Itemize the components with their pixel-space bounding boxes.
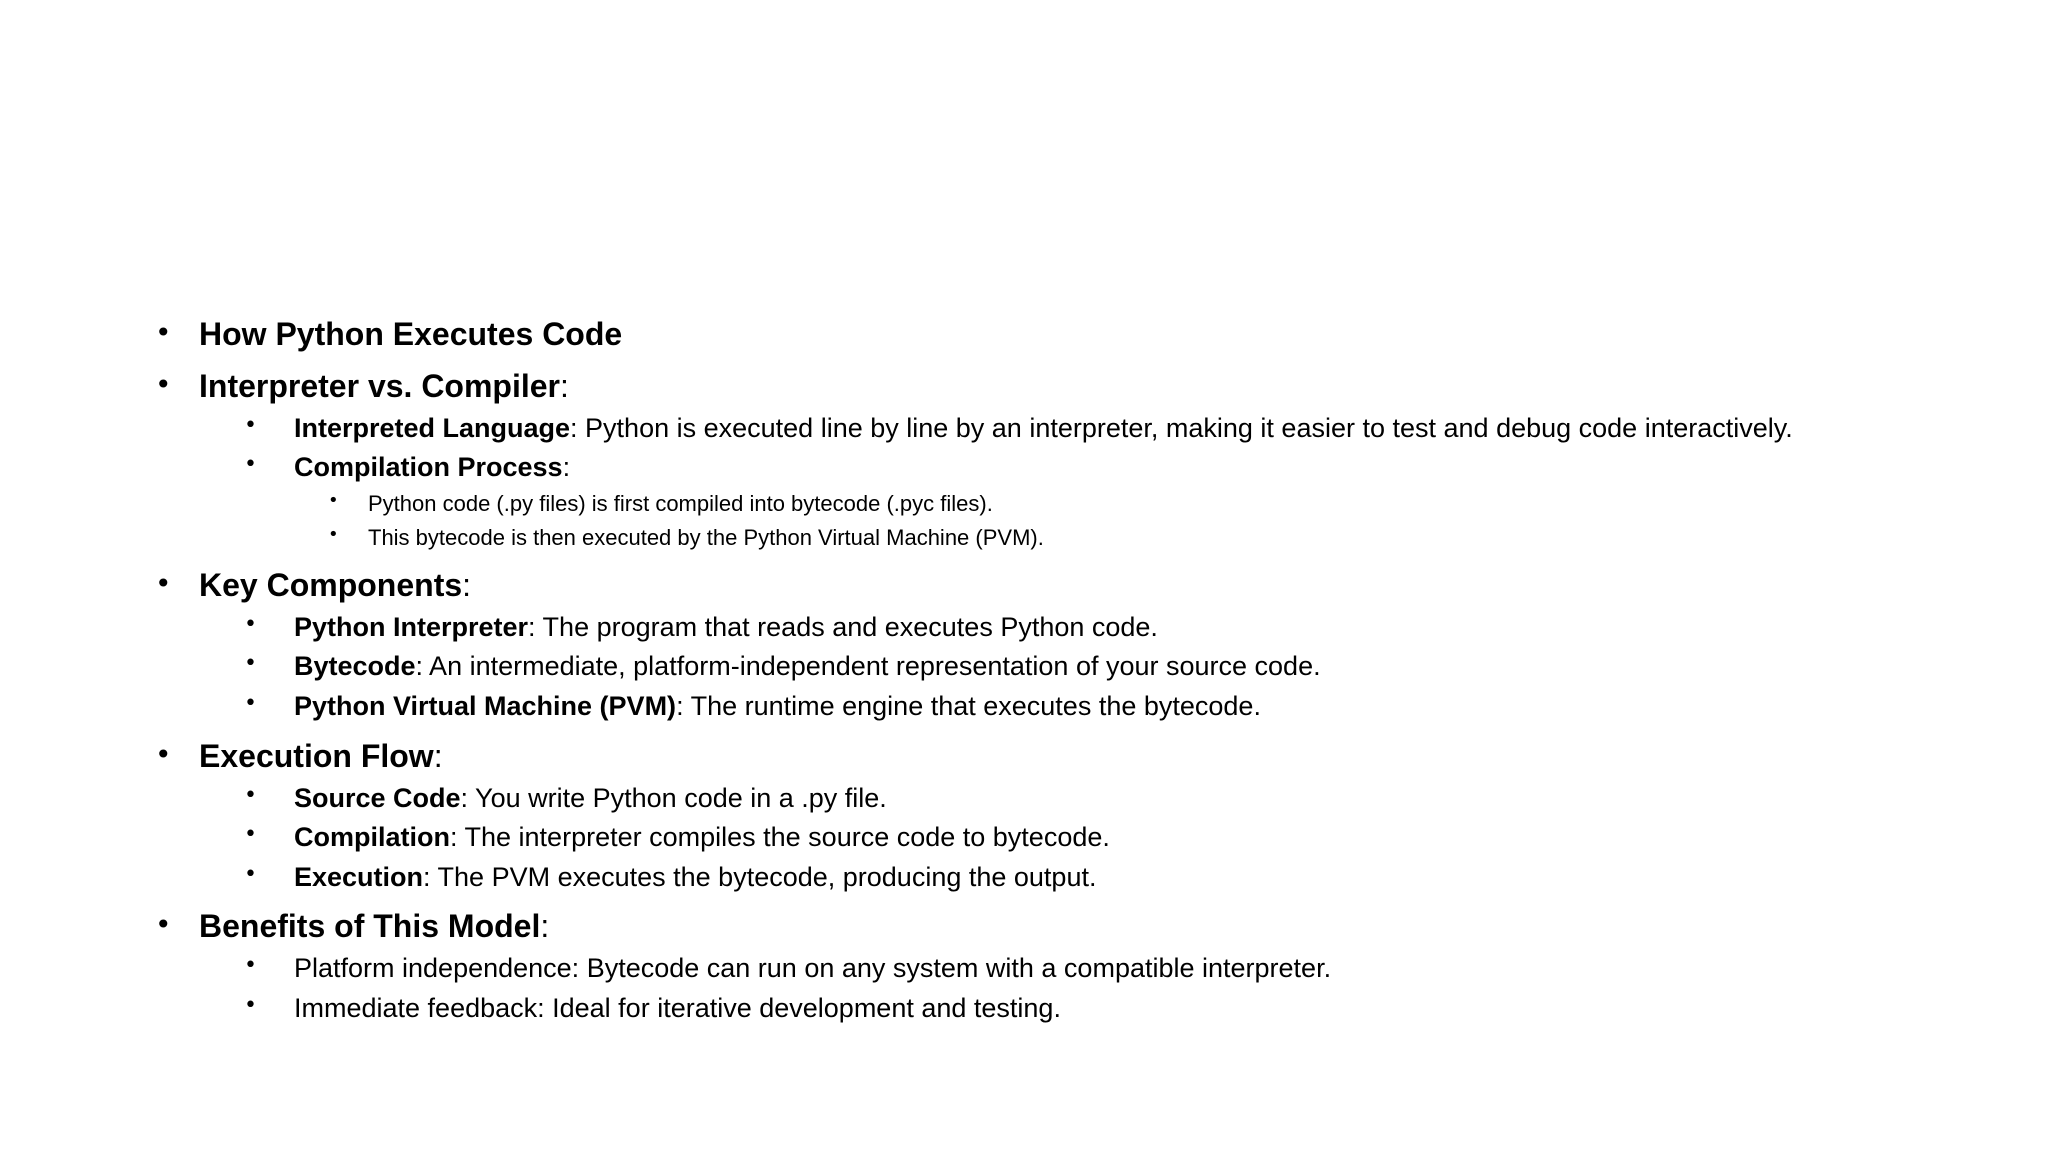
bullet-text: Platform independence: Bytecode can run on any system with a compatible interpreter. xyxy=(294,953,1332,983)
bullet-heading: Key Components xyxy=(199,567,463,603)
bullet-dot: • xyxy=(244,993,257,1018)
bullet-heading: Execution xyxy=(294,862,424,892)
bullet-text: : The PVM executes the bytecode, producing the output. xyxy=(423,862,1097,892)
bullet-text: : An intermediate, platform-independent representation of your source code. xyxy=(415,651,1321,681)
bullet-dot: • xyxy=(244,822,257,847)
bullet-bytecode-executed xyxy=(328,524,1044,551)
bullet-dot: • xyxy=(155,316,172,349)
bullet-dot: • xyxy=(244,452,257,477)
bullet-interpreted-language xyxy=(244,413,1793,444)
bullet-bytecode xyxy=(244,651,1321,682)
bullet-execution-flow xyxy=(155,738,443,775)
bullet-dot: • xyxy=(155,368,172,401)
bullet-how-python-executes xyxy=(155,316,623,353)
bullet-compilation xyxy=(244,822,1110,853)
bullet-python-interpreter xyxy=(244,612,1158,643)
bullet-immediate-feedback xyxy=(244,993,1061,1024)
bullet-text: : xyxy=(560,368,569,404)
bullet-dot: • xyxy=(328,524,339,545)
bullet-dot: • xyxy=(155,908,172,941)
bullet-text: : xyxy=(540,908,550,944)
bullet-text: : The program that reads and executes Python code. xyxy=(528,612,1158,642)
bullet-heading: Compilation Process xyxy=(294,452,563,482)
bullet-key-components xyxy=(155,567,472,604)
bullet-heading: Python Interpreter xyxy=(294,612,529,642)
bullet-compilation-process xyxy=(244,452,571,483)
bullet-execution xyxy=(244,862,1097,893)
bullet-benefits xyxy=(155,908,550,945)
bullet-heading: Benefits of This Model xyxy=(199,908,541,944)
bullet-dot: • xyxy=(244,862,257,887)
bullet-pvm xyxy=(244,691,1261,722)
bullet-text: Immediate feedback: Ideal for iterative development and testing. xyxy=(294,993,1061,1023)
bullet-heading: Execution Flow xyxy=(199,738,434,774)
bullet-heading: Source Code xyxy=(294,783,461,813)
bullet-heading: Compilation xyxy=(294,822,450,852)
bullet-text: : xyxy=(462,567,472,603)
bullet-text: : The interpreter compiles the source code to bytecode. xyxy=(450,822,1110,852)
bullet-platform-independence xyxy=(244,953,1332,984)
bullet-text: : The runtime engine that executes the bytecode. xyxy=(676,691,1261,721)
bullet-dot: • xyxy=(328,490,339,511)
bullet-text: Python code (.py files) is first compiled into bytecode (.pyc files). xyxy=(368,491,993,516)
bullet-text: : Python is executed line by line by an interpreter, making it easier to test and debug code interactively. xyxy=(570,413,1793,443)
bullet-interpreter-vs-compiler xyxy=(155,368,569,405)
bullet-dot: • xyxy=(244,612,257,637)
bullet-source-code xyxy=(244,783,887,814)
bullet-heading: Interpreter vs. Compiler xyxy=(199,368,560,404)
bullet-python-code-compiled xyxy=(328,490,993,517)
bullet-text: : You write Python code in a .py file. xyxy=(460,783,887,813)
bullet-dot: • xyxy=(244,651,257,676)
bullet-heading: Python Virtual Machine (PVM) xyxy=(294,691,677,721)
bullet-dot: • xyxy=(244,413,257,438)
bullet-heading: Bytecode xyxy=(294,651,416,681)
bullet-text: This bytecode is then executed by the Python Virtual Machine (PVM). xyxy=(368,525,1044,550)
bullet-text: : xyxy=(433,738,443,774)
bullet-dot: • xyxy=(244,953,257,978)
bullet-text: : xyxy=(562,452,571,482)
bullet-dot: • xyxy=(244,691,257,716)
bullet-heading: Interpreted Language xyxy=(294,413,571,443)
bullet-dot: • xyxy=(155,738,172,771)
bullet-dot: • xyxy=(244,783,257,808)
bullet-dot: • xyxy=(155,567,172,600)
bullet-heading: How Python Executes Code xyxy=(199,316,623,352)
